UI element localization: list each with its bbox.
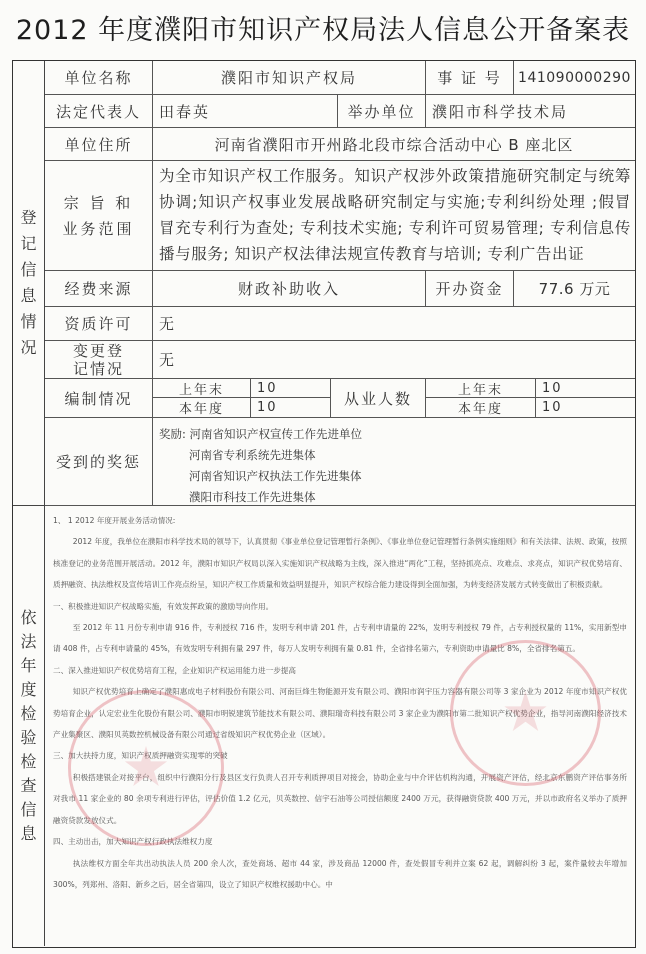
- report-paragraph: 三、加大扶持力度，知识产权质押融资实现零的突破: [53, 751, 228, 761]
- award-item: 河南省知识产权执法工作先进集体: [189, 469, 362, 483]
- employees-curr-label: 本年度: [426, 398, 536, 418]
- award-item: 濮阳市科技工作先进集体: [189, 490, 316, 504]
- report-paragraph: 1、 1 2012 年度开展业务活动情况:: [53, 516, 176, 525]
- staffing-label: 编制情况: [45, 379, 153, 418]
- report-paragraph: 二、深入推进知识产权优势培育工程，企业知识产权运用能力进一步提高: [53, 665, 296, 675]
- purpose-value: 为全市知识产权工作服务。知识产权涉外政策措施研究制定与统筹协调;知识产权事业发展战略研究制定与实施;专利纠纷处理 ;假冒冒充专利行为查处; 专利技术实施; 专利许可贸易管理; 专利信息传播与服务; 知识产权法律法规宣传教育与培训; 专利广告出证: [153, 161, 635, 271]
- change-label-text: 变更登记情况: [72, 341, 124, 378]
- staffing-prev-label: 上年末: [153, 379, 251, 398]
- capital-value: 77.6 万元: [514, 271, 635, 307]
- employees-prev-value: 10: [536, 379, 635, 398]
- address-value: 河南省濮阳市开州路北段市综合活动中心 B 座北区: [153, 128, 635, 161]
- report-paragraph: 知识产权优势培育上确定了濮阳惠成电子材料股份有限公司、河南巨烽生物能源开发有限公司、濮阳市润宇压力容器有限公司等 3 家企业为 2012 年度市知识产权优势培育企业，认定宏业生化股份有限公司、濮阳市明锐建筑节能技术有限公司、濮阳瑞奇科技有限公司 3 家企业为濮阳市第二批知识产权优势企业，指导河南濮阳经济技术产业集聚区、濮阳贝英数控机械设备有限公司通过省级知识产权优势企业（区域）。: [53, 687, 627, 740]
- qualification-value: 无: [153, 307, 635, 341]
- qualification-label: 资质许可: [45, 307, 153, 341]
- cert-no-value: 141090000290: [514, 61, 635, 95]
- funding-value: 财政补助收入: [153, 271, 426, 307]
- capital-label: 开办资金: [426, 271, 514, 307]
- address-label: 单位住所: [45, 128, 153, 161]
- unit-name-value: 濮阳市知识产权局: [153, 61, 426, 95]
- employees-prev-label: 上年末: [426, 379, 536, 398]
- funding-label: 经费来源: [45, 271, 153, 307]
- section-inspection-text: 依法年度检验检查信息: [20, 608, 37, 843]
- awards-prefix: 奖励:: [159, 427, 186, 441]
- section-registration-text: 登记信息情况: [20, 208, 37, 357]
- cert-no-label: 事 证 号: [426, 61, 514, 95]
- employees-label: 从业人数: [331, 379, 426, 418]
- change-value: 无: [153, 341, 635, 379]
- document-title: 2012 年度濮阳市知识产权局法人信息公开备案表: [15, 15, 631, 46]
- award-text: 河南省知识产权宣传工作先进单位: [189, 427, 363, 441]
- report-paragraph: 执法维权方面全年共出动执法人员 200 余人次，查处商场、超市 44 家，涉及商品 12000 件，查处假冒专利并立案 62 起，调解纠纷 3 起，案件量较去年增加 300%，列郑州、洛阳、新乡之后，居全省第四，设立了知识产权维权援助中心。中: [53, 858, 627, 889]
- purpose-label: [45, 161, 153, 271]
- report-paragraph: 四、主动出击，加大知识产权行政执法维权力度: [53, 837, 213, 847]
- unit-name-label: 单位名称: [45, 61, 153, 95]
- sponsor-label: 举办单位: [338, 95, 426, 128]
- sponsor-value: 濮阳市科学技术局: [426, 95, 635, 128]
- report-paragraph: 一、积极推进知识产权战略实施，有效发挥政策的激励导向作用。: [53, 601, 274, 611]
- report-paragraph: 积极搭建银企对接平台，组织中行濮阳分行及县区支行负责人召开专利质押项目对接会，协助企业与中介评估机构沟通，开展资产评估，经北京东鹏资产评估事务所对我市 11 家企业的 80 余项专利进行评估，评估价值 1.2 亿元，贝英数控、信宇石油等公司授信额度 2400 万元，获得融资贷款 400 万元，并以市政府名义举办了质押融资贷款发放仪式。: [53, 772, 627, 825]
- legal-rep-label: 法定代表人: [45, 95, 153, 128]
- staffing-curr-label: 本年度: [153, 398, 251, 418]
- report-paragraph: 至 2012 年 11 月份专利申请 916 件，专利授权 716 件，发明专利申请 201 件，占专利申请量的 22%，发明专利授权 79 件，占专利授权量的 11%，实用新型申请 408 件，占专利申请量的 45%，有效发明专利拥有量 297 件，每万人发明专利拥有量 0.81 件，全省排名第六，专利资助申请量比 8%，全省排名第五。: [53, 623, 627, 654]
- staffing-prev-value: 10: [251, 379, 331, 398]
- legal-rep-value: 田春英: [153, 95, 338, 128]
- awards-list: [153, 418, 635, 506]
- change-label: [45, 341, 153, 379]
- section-registration-label: [13, 61, 45, 506]
- awards-label: 受到的奖惩: [45, 418, 153, 506]
- staffing-curr-value: 10: [251, 398, 331, 418]
- award-item: 河南省专利系统先进集体: [189, 448, 316, 462]
- award-item: [159, 424, 635, 445]
- record-table: [12, 60, 636, 948]
- annual-report-body: [45, 506, 635, 946]
- employees-curr-value: 10: [536, 398, 635, 418]
- purpose-label-text: 宗 旨 和 业务范围: [62, 193, 135, 238]
- section-inspection-label: [13, 506, 45, 946]
- report-paragraph: 2012 年度，我单位在濮阳市科学技术局的领导下，认真贯彻《事业单位登记管理暂行条例》、《事业单位登记管理暂行条例实施细则》和有关法律、法规、政策，按照核准登记的业务范围开展活动。2012 年，濮阳市知识产权局以深入实施知识产权战略为主线，深入推进“两化”工程，坚持抓亮点、攻难点、求亮点，知识产权优势培育、质押融资、执法维权及宣传培训工作亮点纷呈，知识产权工作质量和效益明显提升，知识产权综合能力建设得到全面加强，为转变经济发展方式转变做出了积极贡献。: [53, 537, 627, 590]
